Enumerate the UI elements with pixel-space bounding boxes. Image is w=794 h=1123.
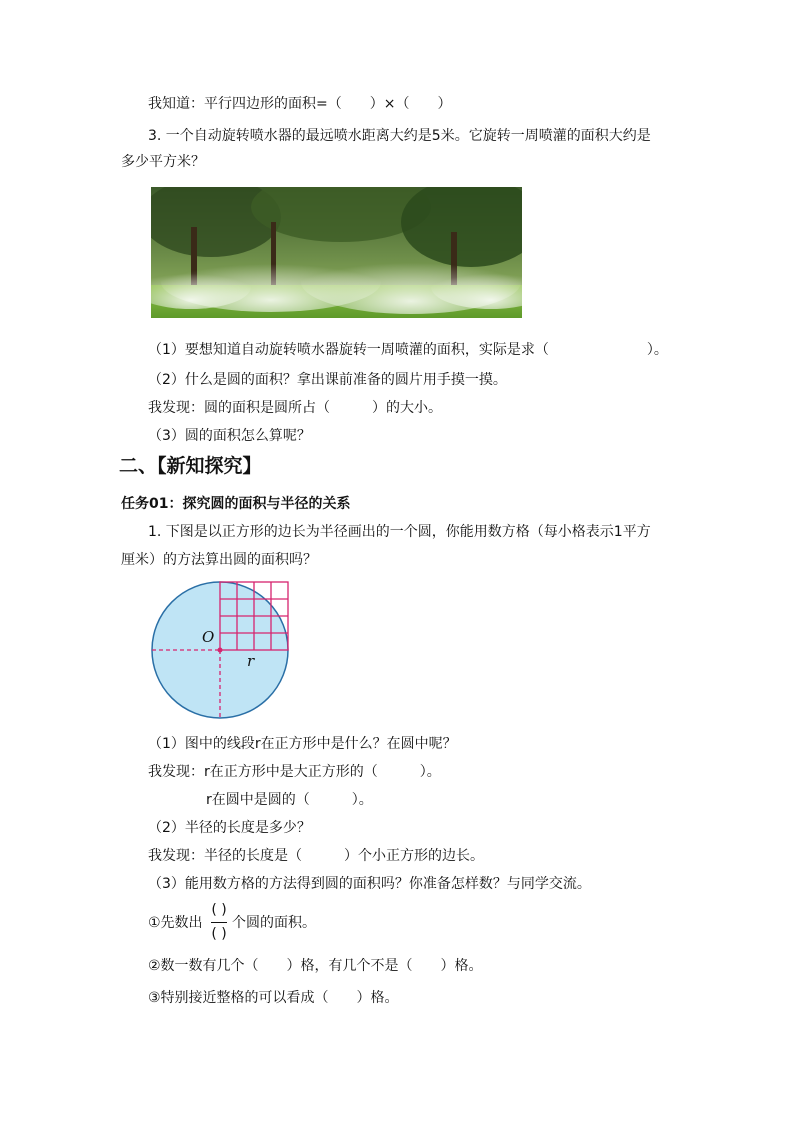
find-r-circle: r在圆中是圆的（ ）。: [206, 792, 373, 808]
center-label: O: [202, 628, 215, 646]
question-1-line-1: 1. 下图是以正方形的边长为半径画出的一个圆，你能用数方格（每小格表示1平方: [148, 524, 651, 540]
find-radius-length: 我发现：半径的长度是（ ）个小正方形的边长。: [148, 848, 484, 864]
part-3-question: （3）能用数方格的方法得到圆的面积吗？你准备怎样数？与同学交流。: [148, 876, 591, 892]
part-2-question: （2）半径的长度是多少？: [148, 820, 311, 836]
step-3-line: ③特别接近整格的可以看成（ ）格。: [148, 990, 399, 1006]
fraction-bar: [211, 922, 227, 923]
step-1-prefix: ①先数出: [148, 915, 203, 931]
radius-label: r: [247, 652, 255, 670]
step-2-line: ②数一数有几个（ ）格，有几个不是（ ）格。: [148, 958, 483, 974]
question-3-line-2: 多少平方米？: [121, 154, 205, 170]
fraction-numerator: ( ): [211, 902, 227, 918]
question-3-line-1: 3. 一个自动旋转喷水器的最远喷水距离大约是5米。它旋转一周喷灌的面积大约是: [148, 128, 651, 144]
sprinkler-lawn-photo: [151, 187, 522, 318]
task-01-title: 任务01：探究圆的面积与半径的关系: [121, 496, 351, 512]
part-1-question: （1）图中的线段r在正方形中是什么？在圆中呢？: [148, 736, 457, 752]
circle-grid-diagram: [148, 580, 294, 720]
sub-question-3: （3）圆的面积怎么算呢？: [148, 428, 311, 444]
question-1-line-2: 厘米）的方法算出圆的面积吗？: [121, 552, 317, 568]
section-heading: 二、【新知探究】: [119, 455, 262, 477]
sub-question-2: （2）什么是圆的面积？拿出课前准备的圆片用手摸一摸。: [148, 372, 507, 388]
know-parallelogram-line: 我知道：平行四边形的面积=（ ）×（ ）: [148, 96, 452, 112]
blank-fraction: [208, 901, 230, 945]
center-point: [218, 648, 223, 653]
sub-question-1: （1）要想知道自动旋转喷水器旋转一周喷灌的面积，实际是求（ ）。: [148, 342, 668, 358]
fraction-denominator: ( ): [211, 926, 227, 942]
find-r-square: 我发现：r在正方形中是大正方形的（ ）。: [148, 764, 441, 780]
find-area-line: 我发现：圆的面积是圆所占（ ）的大小。: [148, 400, 442, 416]
step-1-suffix: 个圆的面积。: [232, 915, 316, 931]
